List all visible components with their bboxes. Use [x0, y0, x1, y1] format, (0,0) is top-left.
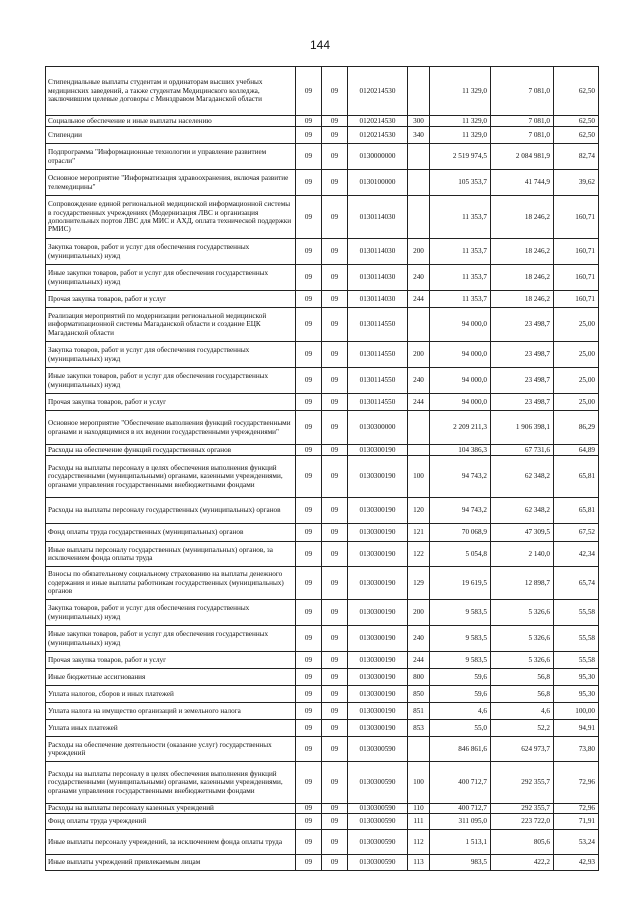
row-razdel: 09	[296, 600, 322, 626]
table-row	[46, 542, 599, 567]
row-fact: 292 355,7	[491, 762, 554, 804]
row-vr	[408, 737, 430, 762]
row-fact: 2 140,0	[491, 542, 554, 567]
row-razdel: 09	[296, 669, 322, 686]
row-podrazdel: 09	[322, 411, 348, 445]
row-fact: 1 906 398,1	[491, 411, 554, 445]
row-fact: 2 084 981,9	[491, 144, 554, 170]
row-podrazdel: 09	[322, 830, 348, 855]
table-row	[46, 498, 599, 524]
table-row	[46, 804, 599, 814]
row-razdel: 09	[296, 291, 322, 308]
row-name: Прочая закупка товаров, работ и услуг	[46, 291, 296, 308]
table-row	[46, 600, 599, 626]
row-razdel: 09	[296, 762, 322, 804]
row-podrazdel: 09	[322, 600, 348, 626]
row-razdel: 09	[296, 498, 322, 524]
table-row	[46, 814, 599, 830]
table-row	[46, 308, 599, 342]
row-podrazdel: 09	[322, 686, 348, 703]
row-csr: 0130300590	[348, 762, 408, 804]
row-fact: 23 498,7	[491, 394, 554, 411]
table-row	[46, 144, 599, 170]
row-podrazdel: 09	[322, 804, 348, 814]
row-csr: 0130114550	[348, 342, 408, 368]
row-podrazdel: 09	[322, 170, 348, 196]
row-fact: 5 326,6	[491, 626, 554, 652]
row-csr: 0130300190	[348, 652, 408, 669]
row-name: Уплата налогов, сборов и иных платежей	[46, 686, 296, 703]
row-name: Расходы на выплаты персоналу в целях обеспечения выполнения функций государственными (муниципальными) органами, казенными учреждениями, органами управления государственными внебюджетными фондами	[46, 762, 296, 804]
row-percent: 25,00	[554, 394, 599, 411]
row-vr: 121	[408, 524, 430, 542]
row-name: Стипендиальные выплаты студентам и ординаторам высших учебных медицинских заведений, а также студентам Медицинского колледжа, заключившим целевые договоры с Минздравом Магаданской области	[46, 67, 296, 116]
row-percent: 160,71	[554, 291, 599, 308]
row-vr: 244	[408, 394, 430, 411]
table-row	[46, 116, 599, 127]
row-fact: 67 731,6	[491, 445, 554, 456]
row-percent: 71,91	[554, 814, 599, 830]
row-plan: 11 353,7	[430, 239, 491, 265]
row-percent: 42,34	[554, 542, 599, 567]
row-vr: 200	[408, 342, 430, 368]
row-vr: 100	[408, 762, 430, 804]
row-plan: 2 519 974,5	[430, 144, 491, 170]
table-row	[46, 524, 599, 542]
row-plan: 94 000,0	[430, 308, 491, 342]
row-percent: 64,89	[554, 445, 599, 456]
table-row	[46, 762, 599, 804]
table-row	[46, 456, 599, 498]
row-fact: 7 081,0	[491, 67, 554, 116]
row-razdel: 09	[296, 239, 322, 265]
row-csr: 0120214530	[348, 67, 408, 116]
row-fact: 292 355,7	[491, 804, 554, 814]
row-name: Расходы на выплаты персоналу государственных (муниципальных) органов	[46, 498, 296, 524]
row-plan: 59,6	[430, 686, 491, 703]
table-row	[46, 394, 599, 411]
row-podrazdel: 09	[322, 703, 348, 720]
row-fact: 18 246,2	[491, 196, 554, 239]
row-csr: 0130300190	[348, 542, 408, 567]
row-percent: 55,58	[554, 652, 599, 669]
row-name: Реализация мероприятий по модернизации региональной медицинской информатизационной системы Магаданской области и создание ЕЦК Магаданской области	[46, 308, 296, 342]
row-percent: 42,93	[554, 855, 599, 871]
row-fact: 223 722,0	[491, 814, 554, 830]
row-name: Закупка товаров, работ и услуг для обеспечения государственных (муниципальных) нужд	[46, 239, 296, 265]
row-name: Иные закупки товаров, работ и услуг для обеспечения государственных (муниципальных) нужд	[46, 368, 296, 394]
row-percent: 72,96	[554, 762, 599, 804]
row-razdel: 09	[296, 542, 322, 567]
row-fact: 12 898,7	[491, 567, 554, 600]
row-name: Иные бюджетные ассигнования	[46, 669, 296, 686]
row-csr: 0130114550	[348, 368, 408, 394]
row-vr	[408, 308, 430, 342]
row-podrazdel: 09	[322, 626, 348, 652]
row-name: Иные выплаты персоналу учреждений, за исключением фонда оплаты труда	[46, 830, 296, 855]
row-csr: 0130300190	[348, 567, 408, 600]
row-plan: 11 329,0	[430, 116, 491, 127]
row-csr: 0130300190	[348, 600, 408, 626]
table-row	[46, 855, 599, 871]
row-razdel: 09	[296, 855, 322, 871]
table-row	[46, 703, 599, 720]
row-name: Подпрограмма "Информационные технологии и управление развитием отрасли"	[46, 144, 296, 170]
row-vr: 110	[408, 804, 430, 814]
table-row	[46, 170, 599, 196]
row-vr: 113	[408, 855, 430, 871]
row-name: Иные выплаты персоналу государственных (муниципальных) органов, за исключением фонда оплаты труда	[46, 542, 296, 567]
row-name: Стипендии	[46, 127, 296, 144]
row-razdel: 09	[296, 144, 322, 170]
row-vr	[408, 411, 430, 445]
row-percent: 72,96	[554, 804, 599, 814]
row-fact: 18 246,2	[491, 239, 554, 265]
row-razdel: 09	[296, 703, 322, 720]
row-vr: 112	[408, 830, 430, 855]
row-fact: 56,8	[491, 669, 554, 686]
row-csr: 0130300000	[348, 411, 408, 445]
row-podrazdel: 09	[322, 116, 348, 127]
row-csr: 0130100000	[348, 170, 408, 196]
row-razdel: 09	[296, 524, 322, 542]
row-vr: 244	[408, 291, 430, 308]
row-vr: 100	[408, 456, 430, 498]
row-name: Взносы по обязательному социальному страхованию на выплаты денежного содержания и иные выплаты работникам государственных (муниципальных) органов	[46, 567, 296, 600]
row-percent: 160,71	[554, 265, 599, 291]
row-fact: 23 498,7	[491, 342, 554, 368]
row-name: Социальное обеспечение и иные выплаты населению	[46, 116, 296, 127]
table-row	[46, 368, 599, 394]
row-razdel: 09	[296, 394, 322, 411]
row-plan: 400 712,7	[430, 804, 491, 814]
row-podrazdel: 09	[322, 394, 348, 411]
row-vr: 853	[408, 720, 430, 737]
row-csr: 0130114030	[348, 265, 408, 291]
row-podrazdel: 09	[322, 498, 348, 524]
table-row	[46, 686, 599, 703]
row-plan: 94 743,2	[430, 456, 491, 498]
row-podrazdel: 09	[322, 239, 348, 265]
table-row	[46, 239, 599, 265]
row-razdel: 09	[296, 737, 322, 762]
row-plan: 11 353,7	[430, 265, 491, 291]
row-podrazdel: 09	[322, 445, 348, 456]
row-vr: 200	[408, 239, 430, 265]
row-percent: 62,50	[554, 127, 599, 144]
row-csr: 0130000000	[348, 144, 408, 170]
row-percent: 65,81	[554, 498, 599, 524]
row-csr: 0120214530	[348, 116, 408, 127]
row-percent: 25,00	[554, 368, 599, 394]
row-percent: 95,30	[554, 686, 599, 703]
row-podrazdel: 09	[322, 737, 348, 762]
row-razdel: 09	[296, 411, 322, 445]
row-fact: 47 309,5	[491, 524, 554, 542]
row-podrazdel: 09	[322, 67, 348, 116]
row-vr: 200	[408, 600, 430, 626]
row-fact: 624 973,7	[491, 737, 554, 762]
row-csr: 0130300190	[348, 720, 408, 737]
row-percent: 67,52	[554, 524, 599, 542]
row-vr: 851	[408, 703, 430, 720]
row-plan: 9 583,5	[430, 600, 491, 626]
row-razdel: 09	[296, 170, 322, 196]
table-row	[46, 652, 599, 669]
row-fact: 18 246,2	[491, 291, 554, 308]
table-row	[46, 830, 599, 855]
row-razdel: 09	[296, 720, 322, 737]
row-podrazdel: 09	[322, 567, 348, 600]
row-podrazdel: 09	[322, 652, 348, 669]
row-name: Фонд оплаты труда учреждений	[46, 814, 296, 830]
table-row	[46, 342, 599, 368]
row-plan: 94 000,0	[430, 368, 491, 394]
row-fact: 5 326,6	[491, 600, 554, 626]
row-podrazdel: 09	[322, 814, 348, 830]
row-percent: 39,62	[554, 170, 599, 196]
row-percent: 94,91	[554, 720, 599, 737]
row-csr: 0130300590	[348, 814, 408, 830]
table-row	[46, 411, 599, 445]
row-razdel: 09	[296, 368, 322, 394]
row-razdel: 09	[296, 567, 322, 600]
row-vr	[408, 144, 430, 170]
row-plan: 2 209 211,3	[430, 411, 491, 445]
table-row	[46, 127, 599, 144]
row-razdel: 09	[296, 308, 322, 342]
table-row	[46, 567, 599, 600]
row-podrazdel: 09	[322, 762, 348, 804]
row-name: Прочая закупка товаров, работ и услуг	[46, 394, 296, 411]
row-vr: 244	[408, 652, 430, 669]
table-row	[46, 720, 599, 737]
row-name: Иные закупки товаров, работ и услуг для обеспечения государственных (муниципальных) нужд	[46, 626, 296, 652]
row-csr: 0130300190	[348, 669, 408, 686]
row-plan: 19 619,5	[430, 567, 491, 600]
table-row	[46, 67, 599, 116]
row-razdel: 09	[296, 67, 322, 116]
row-podrazdel: 09	[322, 524, 348, 542]
row-plan: 311 095,0	[430, 814, 491, 830]
row-csr: 0130114030	[348, 291, 408, 308]
row-podrazdel: 09	[322, 144, 348, 170]
row-percent: 53,24	[554, 830, 599, 855]
row-vr: 850	[408, 686, 430, 703]
row-razdel: 09	[296, 686, 322, 703]
row-plan: 70 068,9	[430, 524, 491, 542]
row-fact: 4,6	[491, 703, 554, 720]
row-plan: 983,5	[430, 855, 491, 871]
row-razdel: 09	[296, 445, 322, 456]
row-percent: 100,00	[554, 703, 599, 720]
row-fact: 41 744,9	[491, 170, 554, 196]
row-fact: 422,2	[491, 855, 554, 871]
row-fact: 7 081,0	[491, 127, 554, 144]
row-plan: 104 386,3	[430, 445, 491, 456]
row-razdel: 09	[296, 814, 322, 830]
row-plan: 94 000,0	[430, 342, 491, 368]
row-csr: 0130114550	[348, 308, 408, 342]
row-csr: 0130300590	[348, 855, 408, 871]
row-vr	[408, 67, 430, 116]
row-podrazdel: 09	[322, 669, 348, 686]
row-csr: 0130300190	[348, 524, 408, 542]
row-plan: 9 583,5	[430, 626, 491, 652]
row-csr: 0130300190	[348, 686, 408, 703]
row-name: Расходы на выплаты персоналу казенных учреждений	[46, 804, 296, 814]
row-razdel: 09	[296, 127, 322, 144]
row-percent: 82,74	[554, 144, 599, 170]
table-row	[46, 669, 599, 686]
row-fact: 62 348,2	[491, 456, 554, 498]
row-percent: 62,50	[554, 116, 599, 127]
row-razdel: 09	[296, 626, 322, 652]
row-razdel: 09	[296, 830, 322, 855]
row-vr	[408, 170, 430, 196]
row-name: Иные выплаты учреждений привлекаемым лицам	[46, 855, 296, 871]
row-vr: 129	[408, 567, 430, 600]
table-row	[46, 445, 599, 456]
row-percent: 95,30	[554, 669, 599, 686]
row-podrazdel: 09	[322, 196, 348, 239]
row-percent: 160,71	[554, 196, 599, 239]
row-percent: 160,71	[554, 239, 599, 265]
row-percent: 62,50	[554, 67, 599, 116]
row-fact: 23 498,7	[491, 308, 554, 342]
row-vr: 240	[408, 626, 430, 652]
row-vr: 800	[408, 669, 430, 686]
row-csr: 0130300590	[348, 830, 408, 855]
row-csr: 0130300590	[348, 804, 408, 814]
row-csr: 0120214530	[348, 127, 408, 144]
row-fact: 18 246,2	[491, 265, 554, 291]
row-vr: 300	[408, 116, 430, 127]
row-csr: 0130114550	[348, 394, 408, 411]
row-name: Основное мероприятие "Обеспечение выполнения функций государственными органами и находящимися в их ведении государственными учреждениями"	[46, 411, 296, 445]
row-podrazdel: 09	[322, 127, 348, 144]
row-name: Закупка товаров, работ и услуг для обеспечения государственных (муниципальных) нужд	[46, 600, 296, 626]
row-name: Уплата иных платежей	[46, 720, 296, 737]
row-razdel: 09	[296, 804, 322, 814]
row-podrazdel: 09	[322, 265, 348, 291]
row-percent: 25,00	[554, 342, 599, 368]
row-fact: 5 326,6	[491, 652, 554, 669]
row-csr: 0130300590	[348, 737, 408, 762]
row-plan: 4,6	[430, 703, 491, 720]
row-percent: 55,58	[554, 600, 599, 626]
row-csr: 0130300190	[348, 445, 408, 456]
row-name: Основное мероприятие "Информатизация здравоохранения, включая развитие телемедицины"	[46, 170, 296, 196]
table-row	[46, 737, 599, 762]
row-vr	[408, 445, 430, 456]
row-vr: 120	[408, 498, 430, 524]
row-csr: 0130114030	[348, 239, 408, 265]
row-csr: 0130300190	[348, 498, 408, 524]
row-percent: 65,74	[554, 567, 599, 600]
row-plan: 94 743,2	[430, 498, 491, 524]
page-number: 144	[309, 38, 331, 52]
row-plan: 400 712,7	[430, 762, 491, 804]
table-row	[46, 196, 599, 239]
row-percent: 25,00	[554, 308, 599, 342]
table-row	[46, 265, 599, 291]
row-plan: 11 329,0	[430, 127, 491, 144]
budget-table	[45, 66, 599, 871]
row-fact: 7 081,0	[491, 116, 554, 127]
row-podrazdel: 09	[322, 542, 348, 567]
row-razdel: 09	[296, 456, 322, 498]
row-podrazdel: 09	[322, 855, 348, 871]
row-name: Закупка товаров, работ и услуг для обеспечения государственных (муниципальных) нужд	[46, 342, 296, 368]
row-name: Расходы на обеспечение деятельности (оказание услуг) государственных учреждений	[46, 737, 296, 762]
row-plan: 59,6	[430, 669, 491, 686]
row-plan: 1 513,1	[430, 830, 491, 855]
row-podrazdel: 09	[322, 291, 348, 308]
row-csr: 0130300190	[348, 703, 408, 720]
row-razdel: 09	[296, 196, 322, 239]
row-plan: 105 353,7	[430, 170, 491, 196]
row-podrazdel: 09	[322, 456, 348, 498]
row-percent: 73,80	[554, 737, 599, 762]
row-csr: 0130114030	[348, 196, 408, 239]
row-plan: 11 353,7	[430, 291, 491, 308]
row-fact: 56,8	[491, 686, 554, 703]
row-razdel: 09	[296, 116, 322, 127]
row-percent: 65,81	[554, 456, 599, 498]
row-plan: 94 000,0	[430, 394, 491, 411]
row-razdel: 09	[296, 265, 322, 291]
row-fact: 23 498,7	[491, 368, 554, 394]
row-csr: 0130300190	[348, 456, 408, 498]
row-name: Уплата налога на имущество организаций и земельного налога	[46, 703, 296, 720]
row-podrazdel: 09	[322, 308, 348, 342]
row-podrazdel: 09	[322, 368, 348, 394]
row-plan: 5 054,8	[430, 542, 491, 567]
row-fact: 62 348,2	[491, 498, 554, 524]
row-name: Сопровождение единой региональной медицинской информационной системы в государственных учреждениях (Модернизация ЛВС и организация дополнительных портов ЛВС для МИС и АХД, оплата технической поддержки РМИС)	[46, 196, 296, 239]
row-plan: 9 583,5	[430, 652, 491, 669]
row-fact: 52,2	[491, 720, 554, 737]
row-vr: 240	[408, 265, 430, 291]
row-podrazdel: 09	[322, 720, 348, 737]
row-name: Фонд оплаты труда государственных (муниципальных) органов	[46, 524, 296, 542]
row-razdel: 09	[296, 342, 322, 368]
row-razdel: 09	[296, 652, 322, 669]
row-vr: 240	[408, 368, 430, 394]
row-vr: 340	[408, 127, 430, 144]
row-vr: 111	[408, 814, 430, 830]
row-fact: 805,6	[491, 830, 554, 855]
row-vr: 122	[408, 542, 430, 567]
row-percent: 86,29	[554, 411, 599, 445]
row-name: Расходы на выплаты персоналу в целях обеспечения выполнения функций государственными (муниципальными) органами, казенными учреждениями, органами управления государственными внебюджетными фондами	[46, 456, 296, 498]
table-row	[46, 291, 599, 308]
row-plan: 11 353,7	[430, 196, 491, 239]
row-vr	[408, 196, 430, 239]
row-name: Расходы на обеспечение функций государственных органов	[46, 445, 296, 456]
row-csr: 0130300190	[348, 626, 408, 652]
row-plan: 11 329,0	[430, 67, 491, 116]
table-row	[46, 626, 599, 652]
row-plan: 55,0	[430, 720, 491, 737]
row-name: Прочая закупка товаров, работ и услуг	[46, 652, 296, 669]
row-name: Иные закупки товаров, работ и услуг для обеспечения государственных (муниципальных) нужд	[46, 265, 296, 291]
row-plan: 846 861,6	[430, 737, 491, 762]
row-percent: 55,58	[554, 626, 599, 652]
row-podrazdel: 09	[322, 342, 348, 368]
